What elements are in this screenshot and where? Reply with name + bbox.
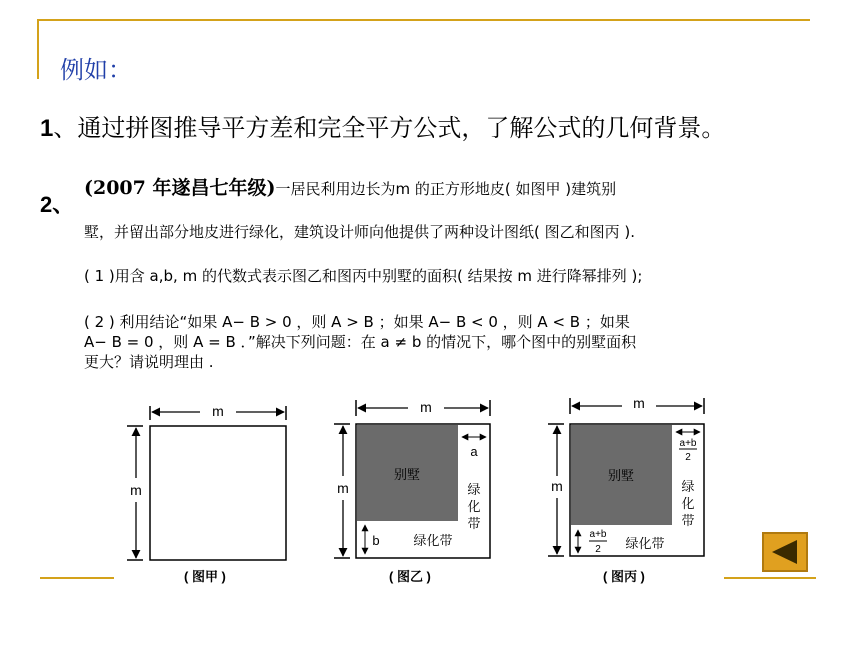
yi-side-label: m bbox=[337, 480, 349, 496]
jia-top-label: m bbox=[212, 403, 224, 419]
problem-source: (2007 年遂昌七年级) bbox=[84, 177, 276, 199]
caption-bing: ( 图丙 ) bbox=[603, 569, 645, 584]
bottom-line-left bbox=[40, 577, 114, 579]
bing-right-green-3: 带 bbox=[681, 514, 695, 529]
triangle-left-icon bbox=[764, 534, 806, 570]
jia-square bbox=[150, 426, 286, 560]
yi-bottom-dim: b bbox=[372, 533, 380, 548]
yi-bottom-green: 绿化带 bbox=[413, 534, 453, 549]
yi-right-green-2: 化 bbox=[467, 500, 481, 515]
bing-bottom-dim-num: a+b bbox=[589, 529, 607, 540]
item-2-number: 2、 bbox=[40, 192, 75, 217]
problem-line-2: 墅，并留出部分地皮进行绿化，建筑设计师向他提供了两种设计图纸( 图乙和图丙 ). bbox=[84, 223, 636, 241]
problem-line-5-text: A− B = 0 ，则 A = B ．”解决下列问题：在 a ≠ b 的情况下，哪个图中的别墅面积 bbox=[84, 333, 637, 351]
figure-jia bbox=[127, 403, 286, 560]
caption-yi: ( 图乙 ) bbox=[389, 569, 431, 584]
bing-bottom-green: 绿化带 bbox=[625, 537, 665, 552]
problem-line-4-text: ( 2 ) 利用结论“如果 A− B > 0 ，则 A > B ；如果 A− B < 0 ，则 A < B ；如果 bbox=[84, 313, 630, 331]
item-1-text: 、通过拼图推导平方差和完全平方公式，了解公式的几何背景。 bbox=[53, 114, 726, 142]
yi-house-label: 别墅 bbox=[393, 468, 421, 483]
bing-right-dim-num: a+b bbox=[679, 438, 697, 449]
bing-right-green-2: 化 bbox=[681, 497, 695, 512]
figure-bing bbox=[548, 395, 704, 556]
problem-line-3: ( 1 )用含 a,b, m 的代数式表示图乙和图丙中别墅的面积( 结果按 m 进行降幂排列 ); bbox=[84, 267, 643, 285]
item-1-number: 1 bbox=[40, 115, 54, 142]
back-button[interactable] bbox=[762, 532, 808, 572]
problem-line-6-text: 更大？请说明理由 . bbox=[84, 353, 214, 371]
jia-side-label: m bbox=[130, 482, 142, 498]
yi-top-label: m bbox=[420, 399, 432, 415]
problem-line-1-text: 一居民利用边长为m 的正方形地皮( 如图甲 )建筑别 bbox=[275, 180, 617, 198]
bing-top-label: m bbox=[633, 395, 645, 411]
bing-house-label: 别墅 bbox=[607, 469, 635, 484]
bing-bottom-dim-den: 2 bbox=[595, 544, 601, 555]
yi-right-green-1: 绿 bbox=[467, 483, 481, 498]
yi-right-dim: a bbox=[470, 444, 478, 459]
figure-yi bbox=[334, 399, 490, 558]
example-label: 例如： bbox=[60, 56, 132, 84]
bing-side-label: m bbox=[551, 478, 563, 494]
bing-right-dim-den: 2 bbox=[685, 452, 691, 463]
caption-jia: ( 图甲 ) bbox=[184, 569, 226, 584]
bing-right-green-1: 绿 bbox=[681, 480, 695, 495]
bottom-line-right bbox=[724, 577, 816, 579]
yi-right-green-3: 带 bbox=[467, 517, 481, 532]
